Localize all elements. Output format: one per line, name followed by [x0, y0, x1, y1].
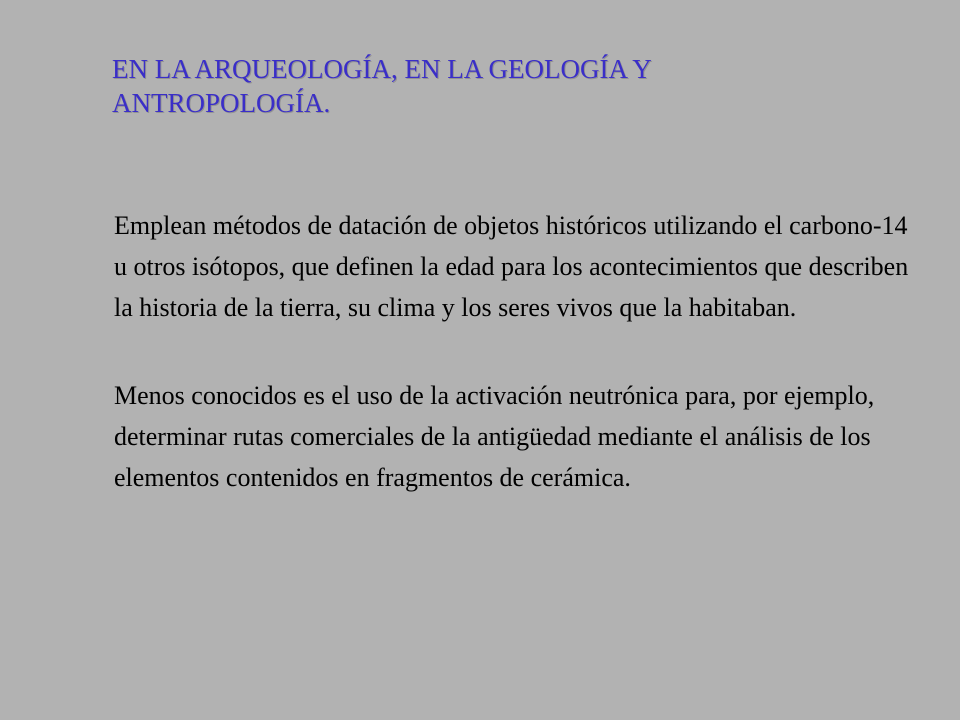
slide-heading: EN LA ARQUEOLOGÍA, EN LA GEOLOGÍA Y ANTROPOLOGÍA.	[112, 54, 651, 118]
body-paragraph-1: Emplean métodos de datación de objetos históricos utilizando el carbono-14 u otros isótopos, que definen la edad para los acontecimientos que describen la historia de la tierra, su clima y los seres vivos que la habitaban.	[114, 211, 909, 322]
body-paragraph-2: Menos conocidos es el uso de la activación neutrónica para, por ejemplo, determinar rutas comerciales de la antigüedad mediante el análisis de los elementos contenidos en fragmentos de cerámica.	[114, 381, 875, 492]
